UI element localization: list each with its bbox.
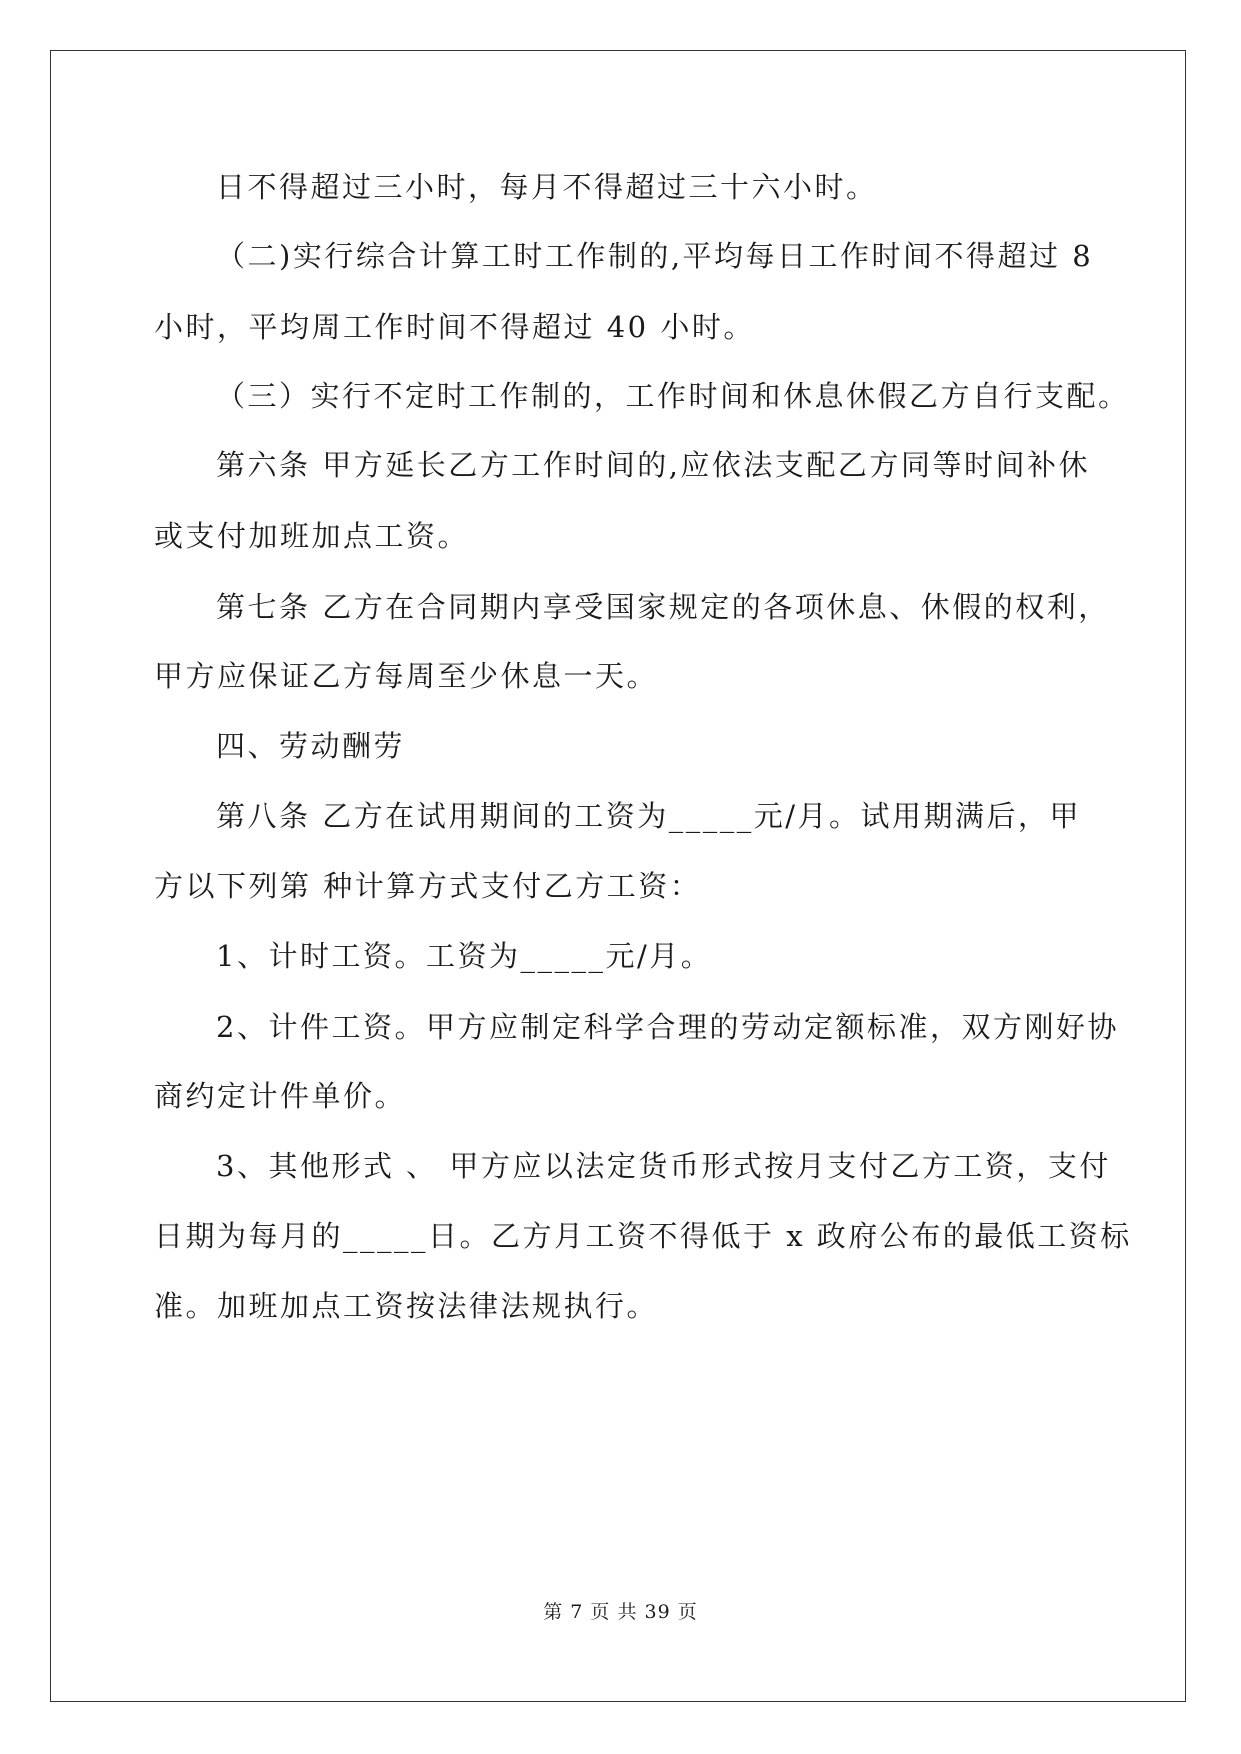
page-number-footer: 第 7 页 共 39 页 — [543, 1601, 698, 1623]
text-line: 日不得超过三小时，每月不得超过三十六小时。 — [216, 170, 878, 204]
text-line: （三）实行不定时工作制的，工作时间和休息休假乙方自行支配。 — [216, 379, 1130, 413]
text-line: 第六条 甲方延长乙方工作时间的,应依法支配乙方同等时间补休 — [216, 448, 1090, 482]
text-line: 第八条 乙方在试用期间的工资为_____元/月。试用期满后，甲 — [216, 799, 1081, 833]
text-line: 1、计时工资。工资为_____元/月。 — [216, 939, 713, 973]
section-heading: 四、劳动酬劳 — [216, 729, 406, 763]
text-line: 方以下列第 种计算方式支付乙方工资： — [154, 869, 702, 903]
text-line: 或支付加班加点工资。 — [154, 519, 470, 553]
text-line: 2、计件工资。甲方应制定科学合理的劳动定额标准，双方刚好协 — [216, 1010, 1119, 1044]
text-line: 第七条 乙方在合同期内享受国家规定的各项休息、休假的权利， — [216, 590, 1110, 624]
text-line: 3、其他形式 、 甲方应以法定货币形式按月支付乙方工资，支付 — [216, 1149, 1111, 1183]
text-line: （二)实行综合计算工时工作制的,平均每日工作时间不得超过 8 — [216, 239, 1094, 273]
text-line: 商约定计件单价。 — [154, 1079, 407, 1113]
text-line: 小时，平均周工作时间不得超过 40 小时。 — [154, 310, 755, 344]
text-line: 准。加班加点工资按法律法规执行。 — [154, 1289, 659, 1323]
text-line: 甲方应保证乙方每周至少休息一天。 — [154, 659, 659, 693]
text-line: 日期为每月的_____日。乙方月工资不得低于 x 政府公布的最低工资标 — [154, 1219, 1132, 1253]
